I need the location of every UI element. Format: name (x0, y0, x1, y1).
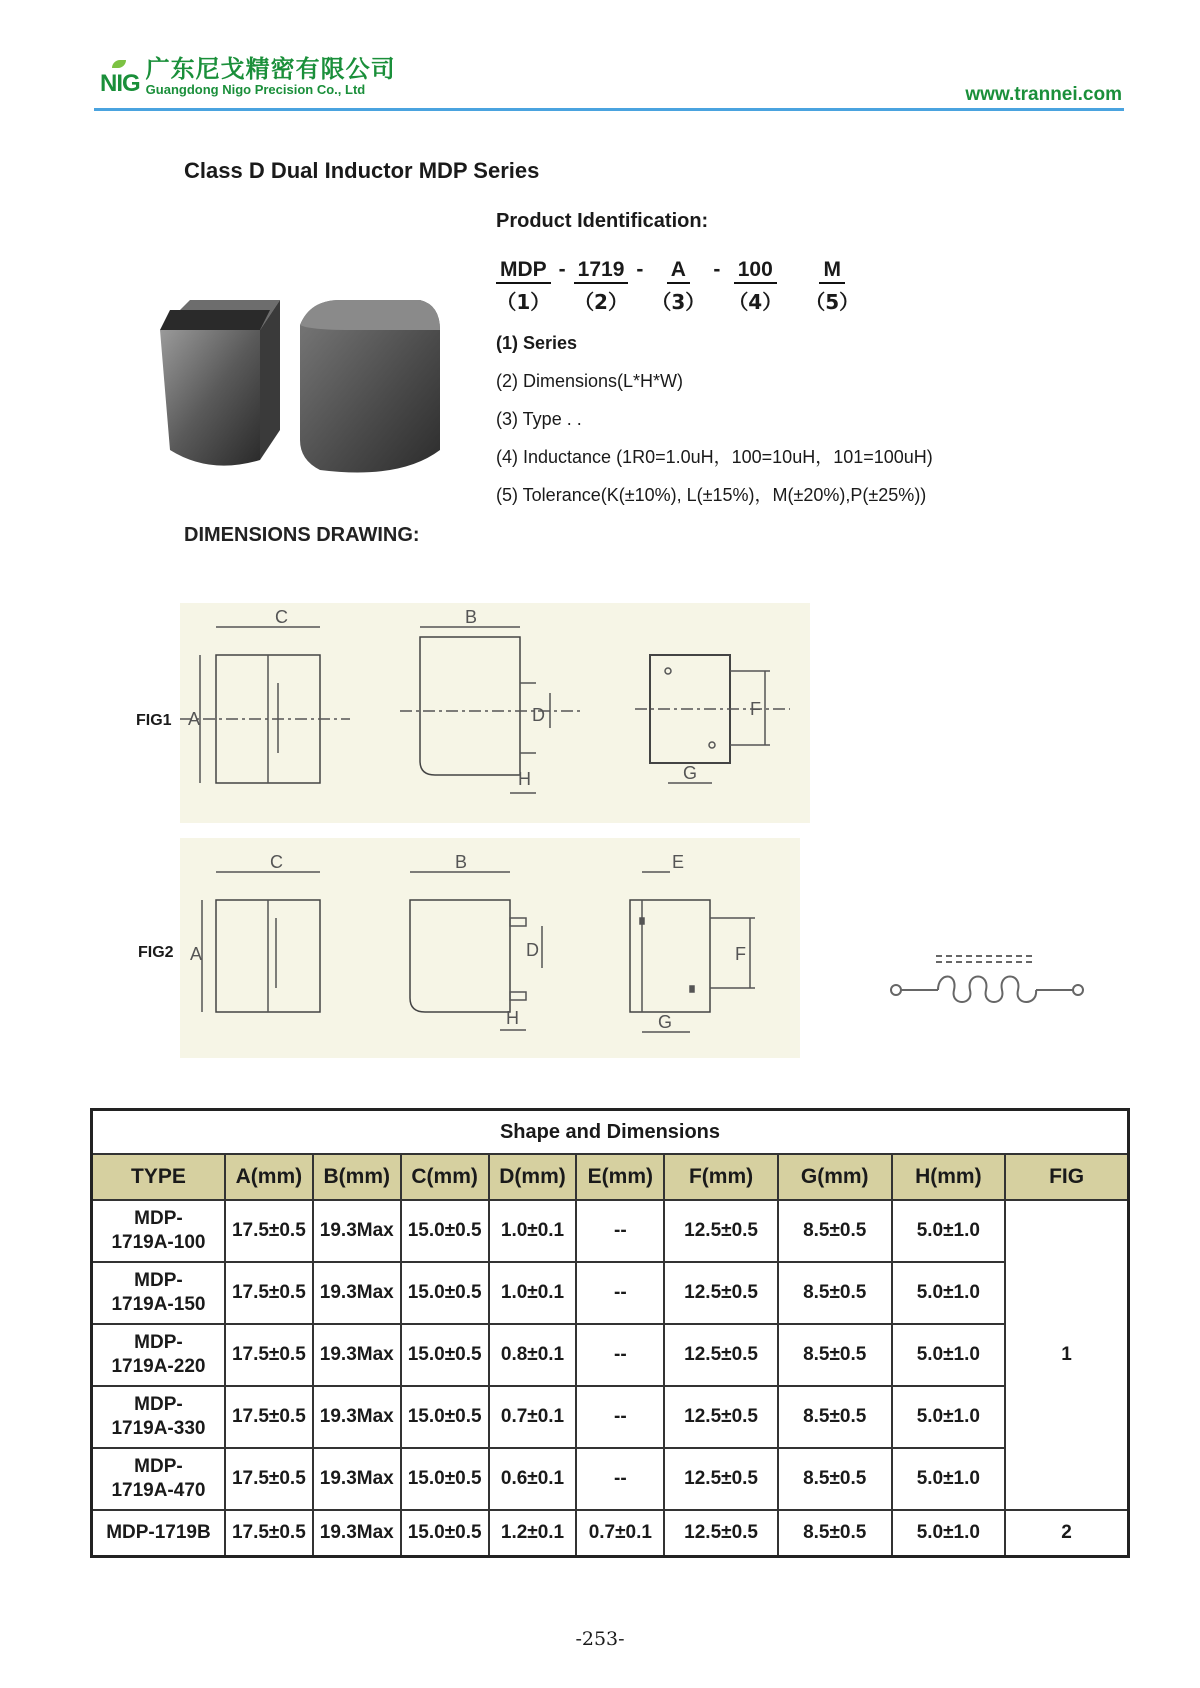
b-cell: 19.3Max (313, 1448, 401, 1510)
table-row (92, 1200, 1129, 1262)
h-cell: 5.0±1.0 (892, 1324, 1006, 1386)
h-cell: 5.0±1.0 (892, 1510, 1006, 1557)
code-value: 1719 (574, 258, 629, 284)
b-cell: 19.3Max (313, 1200, 401, 1262)
b-cell: 19.3Max (313, 1262, 401, 1324)
type-cell (92, 1324, 225, 1386)
dim-letter-e: E (672, 852, 685, 872)
dim-letter-f: F (735, 944, 746, 964)
f-cell: 12.5±0.5 (664, 1262, 778, 1324)
dim-letter-b: B (455, 852, 468, 872)
f-cell: 12.5±0.5 (664, 1448, 778, 1510)
table-row (92, 1510, 1129, 1557)
dim-letter-d: D (532, 705, 545, 725)
logo-mark-text: NIG (100, 70, 140, 97)
dim-letter-c: C (275, 607, 288, 627)
f-cell: 12.5±0.5 (664, 1200, 778, 1262)
a-cell: 17.5±0.5 (225, 1510, 313, 1557)
page-title: Class D Dual Inductor MDP Series (184, 158, 540, 183)
fig2-drawing-panel (180, 838, 800, 1058)
company-name-cn: 广东尼戈精密有限公司 (145, 55, 396, 83)
f-cell: 12.5±0.5 (664, 1324, 778, 1386)
g-cell: 8.5±0.5 (778, 1448, 892, 1510)
product-identification-title: Product Identification: (496, 210, 709, 232)
legend-item-tolerance: (5) Tolerance(K(±10%), L(±15%)，M(±20%),P(±25%)) (496, 485, 927, 505)
d-cell: 0.6±0.1 (489, 1448, 577, 1510)
table-row (92, 1448, 1129, 1510)
h-cell: 5.0±1.0 (892, 1386, 1006, 1448)
identification-legend (496, 330, 933, 520)
code-index: （1） (496, 290, 551, 314)
page-number: -253- (575, 1628, 625, 1650)
table-caption: Shape and Dimensions (92, 1110, 1129, 1155)
type-cell: MDP-1719B (92, 1510, 225, 1557)
a-cell: 17.5±0.5 (225, 1200, 313, 1262)
code-part-type (651, 258, 705, 315)
product-photo (150, 300, 490, 500)
shape-dimensions-table (90, 1108, 1130, 1558)
column-header: E(mm) (576, 1154, 664, 1200)
a-cell: 17.5±0.5 (225, 1386, 313, 1448)
code-part-dimensions (574, 258, 629, 315)
c-cell: 15.0±0.5 (401, 1200, 489, 1262)
fig1-drawing-panel (180, 603, 810, 823)
type-line-2: 1719A-470 (111, 1480, 206, 1501)
e-cell: 0.7±0.1 (576, 1510, 664, 1557)
column-header: B(mm) (313, 1154, 401, 1200)
e-cell: -- (576, 1324, 664, 1386)
table-row (92, 1324, 1129, 1386)
dim-letter-f: F (750, 699, 761, 719)
website-link[interactable]: www.trannei.com (965, 84, 1122, 105)
e-cell: -- (576, 1386, 664, 1448)
type-line-2: 1719A-100 (111, 1232, 206, 1253)
f-cell: 12.5±0.5 (664, 1510, 778, 1557)
type-cell (92, 1200, 225, 1262)
type-cell (92, 1262, 225, 1324)
code-index: （3） (651, 290, 706, 314)
c-cell: 15.0±0.5 (401, 1324, 489, 1386)
part-number-code (496, 258, 859, 315)
fig1-drawing (180, 603, 810, 823)
e-cell: -- (576, 1448, 664, 1510)
dim-letter-b: B (465, 607, 478, 627)
fig2-drawing (180, 838, 800, 1058)
type-cell (92, 1386, 225, 1448)
c-cell: 15.0±0.5 (401, 1448, 489, 1510)
f-cell: 12.5±0.5 (664, 1386, 778, 1448)
dim-letter-g: G (658, 1012, 673, 1032)
code-index: （5） (805, 290, 860, 314)
column-header: TYPE (92, 1154, 225, 1200)
b-cell: 19.3Max (313, 1386, 401, 1448)
legend-item-dimensions: (2) Dimensions(L*H*W) (496, 371, 684, 391)
code-separator: - (636, 258, 644, 281)
code-index: （4） (728, 290, 783, 314)
d-cell: 0.7±0.1 (489, 1386, 577, 1448)
d-cell: 1.2±0.1 (489, 1510, 577, 1557)
code-part-series (496, 258, 551, 315)
code-value: 100 (734, 258, 777, 284)
code-separator: - (558, 258, 566, 281)
fig1-label: FIG1 (136, 712, 172, 729)
d-cell: 1.0±0.1 (489, 1262, 577, 1324)
code-index: （2） (574, 290, 628, 314)
a-cell: 17.5±0.5 (225, 1262, 313, 1324)
a-cell: 17.5±0.5 (225, 1448, 313, 1510)
column-header: H(mm) (892, 1154, 1006, 1200)
column-header: G(mm) (778, 1154, 892, 1200)
h-cell: 5.0±1.0 (892, 1262, 1006, 1324)
legend-item-type: (3) Type . . (496, 409, 582, 429)
logo-mark (100, 70, 140, 98)
c-cell: 15.0±0.5 (401, 1386, 489, 1448)
code-value: MDP (496, 258, 551, 284)
g-cell: 8.5±0.5 (778, 1262, 892, 1324)
dim-letter-c: C (270, 852, 283, 872)
b-cell: 19.3Max (313, 1324, 401, 1386)
g-cell: 8.5±0.5 (778, 1386, 892, 1448)
column-header: A(mm) (225, 1154, 313, 1200)
dim-letter-a: A (188, 709, 201, 729)
company-name-en: Guangdong Nigo Precision Co., Ltd (145, 82, 366, 97)
column-header: C(mm) (401, 1154, 489, 1200)
h-cell: 5.0±1.0 (892, 1448, 1006, 1510)
h-cell: 5.0±1.0 (892, 1200, 1006, 1262)
dim-letter-h: H (506, 1008, 519, 1028)
table-row (92, 1262, 1129, 1324)
type-line-1: MDP- (134, 1332, 183, 1353)
code-value: A (667, 258, 690, 284)
legend-item-inductance: (4) Inductance (1R0=1.0uH，100=10uH，101=100uH) (496, 447, 933, 467)
type-line-1: MDP- (134, 1394, 183, 1415)
c-cell: 15.0±0.5 (401, 1510, 489, 1557)
fig2-label: FIG2 (138, 944, 174, 961)
dim-letter-g: G (683, 763, 698, 783)
g-cell: 8.5±0.5 (778, 1324, 892, 1386)
header-divider (94, 108, 1124, 111)
dim-letter-d: D (526, 940, 539, 960)
type-line-1: MDP- (134, 1270, 183, 1291)
d-cell: 1.0±0.1 (489, 1200, 577, 1262)
d-cell: 0.8±0.1 (489, 1324, 577, 1386)
b-cell: 19.3Max (313, 1510, 401, 1557)
company-logo (100, 56, 396, 98)
fig-cell: 2 (1005, 1510, 1128, 1557)
e-cell: -- (576, 1200, 664, 1262)
fig-cell: 1 (1005, 1200, 1128, 1510)
dimensions-drawing-title: DIMENSIONS DRAWING: (184, 524, 420, 546)
column-header: F(mm) (664, 1154, 778, 1200)
code-separator: - (713, 258, 721, 281)
type-cell (92, 1448, 225, 1510)
table-header-row (92, 1154, 1129, 1200)
type-line-2: 1719A-150 (111, 1294, 206, 1315)
code-part-tolerance (805, 258, 859, 315)
a-cell: 17.5±0.5 (225, 1324, 313, 1386)
g-cell: 8.5±0.5 (778, 1200, 892, 1262)
inductor-symbol-icon (888, 950, 1088, 1010)
e-cell: -- (576, 1262, 664, 1324)
column-header: D(mm) (489, 1154, 577, 1200)
legend-item-series: (1) Series (496, 333, 578, 353)
type-line-2: 1719A-220 (111, 1356, 206, 1377)
type-line-2: 1719A-330 (111, 1418, 206, 1439)
dim-letter-a: A (190, 944, 203, 964)
dim-letter-h: H (518, 769, 531, 789)
leaf-icon (112, 60, 126, 68)
table-row (92, 1386, 1129, 1448)
column-header: FIG (1005, 1154, 1128, 1200)
g-cell: 8.5±0.5 (778, 1510, 892, 1557)
code-value: M (819, 258, 845, 284)
c-cell: 15.0±0.5 (401, 1262, 489, 1324)
type-line-1: MDP- (134, 1456, 183, 1477)
code-part-inductance (728, 258, 782, 315)
type-line-1: MDP- (134, 1208, 183, 1229)
